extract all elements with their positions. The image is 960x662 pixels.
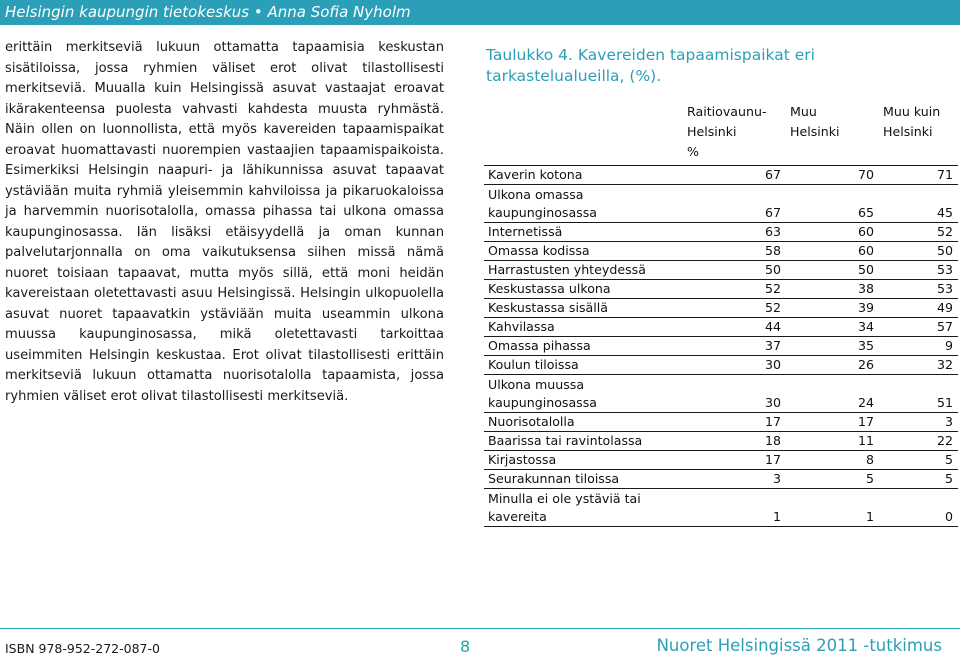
footer-publication-title: Nuoret Helsingissä 2011 -tutkimus (656, 636, 942, 655)
header-bar (0, 0, 960, 25)
cell-raitiovaunu: 44 (764, 319, 781, 334)
cell-muu-kuin-helsinki: 52 (936, 224, 953, 239)
table-row (484, 413, 958, 432)
table-row (484, 242, 958, 261)
cell-muu-kuin-helsinki: 57 (936, 319, 953, 334)
table-row (484, 470, 958, 489)
cell-raitiovaunu: 52 (764, 300, 781, 315)
header-raitiovaunu-line1: Raitiovaunu- (687, 104, 767, 119)
cell-muu-helsinki: 24 (857, 395, 874, 410)
table-header-muu-helsinki (786, 99, 879, 166)
body-paragraph: erittäin merkitseviä lukuun ottamatta tapaamisia keskustan sisätiloissa, jossa ryhmien väliset erot olivat tilastollisesti merkitseviä. Muualla kuin Helsingissä asuvat vastaajat eroavat ikärakenteensa puolesta vahvasti kahdesta muusta ryhmästä. Näin ollen on luonnollista, että myös kavereiden tapaamispaikat eroavat huomattavasti nuorempien vastaajien tapaamispaikoista. Esimerkiksi Helsingin naapuri- ja lähikunnissa asuvat tapaavat ystäviään muita ryhmiä yleisemmin kahviloissa ja pikaruokaloissa ja harvemmin nuorisotalolla, omassa pihassa tai ulkona omassa kaupunginosassa. Iän lisäksi etäisyydellä ja oman kunnan palvelutarjonnalla on oma vaikutuksensa siihen missä nämä nuoret toisiaan tapaavat, mutta myös sillä, että moni heidän kavereistaan oletettavasti asuu Helsingissä. Helsingin ulkopuolella asuvat nuoret tapaavatkin ystäviään muita useammin ulkona muussa kaupunginosassa, mikä oletettavasti tarkoittaa useimmiten Helsingin keskustaa. Erot olivat tilastollisesti erittäin merkitseviä lukuun ottamatta nuorisotalolla tapaamista, jossa ryhmien väliset erot olivat tilastollisesti merkitseviä. (5, 40, 444, 404)
cell-muu-helsinki: 5 (865, 471, 874, 486)
row-label: Keskustassa ulkona (488, 281, 611, 296)
header-muu-line1: Muu (790, 104, 817, 119)
row-label: Ulkona muussa kaupunginosassa (488, 377, 598, 410)
cell-raitiovaunu: 18 (764, 433, 781, 448)
table-caption: Taulukko 4. Kavereiden tapaamispaikat eri tarkastelualueilla, (%). (486, 46, 815, 85)
table-row (484, 185, 958, 223)
cell-muu-kuin-helsinki: 9 (944, 338, 953, 353)
cell-muu-helsinki: 60 (857, 224, 874, 239)
row-label: Koulun tiloissa (488, 357, 579, 372)
cell-muu-helsinki: 1 (865, 509, 874, 524)
table-row (484, 356, 958, 375)
cell-muu-kuin-helsinki: 5 (944, 452, 953, 467)
row-label: Minulla ei ole ystäviä tai kavereita (488, 491, 641, 524)
cell-muu-helsinki: 8 (865, 452, 874, 467)
row-label: Baarissa tai ravintolassa (488, 433, 643, 448)
cell-raitiovaunu: 63 (764, 224, 781, 239)
row-label: Nuorisotalolla (488, 414, 575, 429)
cell-muu-kuin-helsinki: 53 (936, 281, 953, 296)
cell-raitiovaunu: 17 (764, 452, 781, 467)
table-row (484, 280, 958, 299)
header-raitiovaunu-line2: Helsinki (687, 124, 737, 139)
cell-muu-helsinki: 70 (857, 167, 874, 182)
cell-muu-kuin-helsinki: 22 (936, 433, 953, 448)
row-label: Internetissä (488, 224, 563, 239)
header-unit: % (687, 144, 699, 159)
table-header-muu-kuin-helsinki (879, 99, 958, 166)
row-label: Omassa kodissa (488, 243, 590, 258)
table-row (484, 375, 958, 413)
cell-raitiovaunu: 52 (764, 281, 781, 296)
cell-raitiovaunu: 50 (764, 262, 781, 277)
table-header-row (484, 99, 958, 166)
table-row (484, 451, 958, 470)
table-row (484, 432, 958, 451)
cell-raitiovaunu: 58 (764, 243, 781, 258)
cell-muu-kuin-helsinki: 49 (936, 300, 953, 315)
cell-muu-helsinki: 26 (857, 357, 874, 372)
cell-muu-helsinki: 35 (857, 338, 874, 353)
row-label: Omassa pihassa (488, 338, 591, 353)
table-row (484, 489, 958, 527)
header-muukuin-line2: Helsinki (883, 124, 933, 139)
cell-muu-kuin-helsinki: 53 (936, 262, 953, 277)
header-muukuin-line1: Muu kuin (883, 104, 941, 119)
cell-muu-kuin-helsinki: 0 (944, 509, 953, 524)
cell-muu-kuin-helsinki: 50 (936, 243, 953, 258)
row-label: Harrastusten yhteydessä (488, 262, 646, 277)
row-label: Kirjastossa (488, 452, 557, 467)
cell-muu-helsinki: 34 (857, 319, 874, 334)
cell-raitiovaunu: 67 (764, 205, 781, 220)
cell-muu-kuin-helsinki: 3 (944, 414, 953, 429)
cell-raitiovaunu: 1 (772, 509, 781, 524)
cell-raitiovaunu: 30 (764, 395, 781, 410)
meeting-places-table (484, 99, 958, 527)
header-title: Helsingin kaupungin tietokeskus • Anna Sofia Nyholm (5, 3, 411, 21)
cell-muu-kuin-helsinki: 45 (936, 205, 953, 220)
table-header-empty (484, 99, 683, 166)
footer-divider (0, 628, 960, 629)
cell-muu-helsinki: 60 (857, 243, 874, 258)
cell-raitiovaunu: 37 (764, 338, 781, 353)
row-label: Seurakunnan tiloissa (488, 471, 620, 486)
row-label: Kahvilassa (488, 319, 555, 334)
cell-muu-helsinki: 50 (857, 262, 874, 277)
row-label: Ulkona omassa kaupunginosassa (488, 187, 598, 220)
cell-muu-helsinki: 17 (857, 414, 874, 429)
header-muu-line2: Helsinki (790, 124, 840, 139)
cell-muu-kuin-helsinki: 5 (944, 471, 953, 486)
cell-muu-kuin-helsinki: 32 (936, 357, 953, 372)
table-row (484, 299, 958, 318)
table-row (484, 261, 958, 280)
row-label: Kaverin kotona (488, 167, 583, 182)
footer-isbn: ISBN 978-952-272-087-0 (5, 641, 160, 656)
cell-muu-helsinki: 39 (857, 300, 874, 315)
cell-raitiovaunu: 3 (772, 471, 781, 486)
cell-muu-kuin-helsinki: 71 (936, 167, 953, 182)
cell-muu-helsinki: 11 (857, 433, 874, 448)
table-row (484, 318, 958, 337)
cell-muu-kuin-helsinki: 51 (936, 395, 953, 410)
page-number: 8 (460, 637, 471, 656)
cell-raitiovaunu: 67 (764, 167, 781, 182)
table-row (484, 166, 958, 185)
cell-raitiovaunu: 17 (764, 414, 781, 429)
cell-muu-helsinki: 65 (857, 205, 874, 220)
table-header-raitiovaunu (683, 99, 786, 166)
table-row (484, 337, 958, 356)
cell-muu-helsinki: 38 (857, 281, 874, 296)
cell-raitiovaunu: 30 (764, 357, 781, 372)
row-label: Keskustassa sisällä (488, 300, 608, 315)
table-row (484, 223, 958, 242)
